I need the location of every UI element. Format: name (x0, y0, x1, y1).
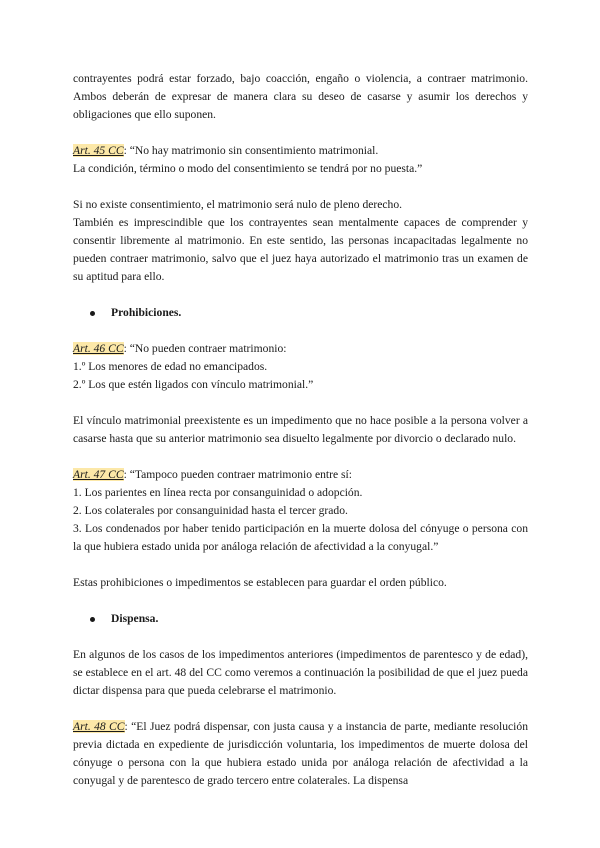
article-45-reference: Art. 45 CC (73, 144, 124, 157)
article-47-item2: 2. Los colaterales por consanguinidad hasta el tercer grado. (73, 504, 348, 517)
article-48-text: : “El Juez podrá dispensar, con justa causa y a instancia de parte, mediante resolución previa dictada en expediente de jurisdicción voluntaria, los impedimentos de muerte dolosa del cónyuge o persona con la que hubiera estado unida por análoga relación de afectividad a la conyugal y de parentesco de grado tercero entre colaterales. La dispensa (73, 720, 528, 787)
article-47-item3: 3. Los condenados por haber tenido participación en la muerte dolosa del cónyuge o persona con la que hubiera estado unida por análoga relación de afectividad a la conyugal.” (73, 522, 528, 553)
article-46-line1: : “No pueden contraer matrimonio: (123, 342, 287, 355)
article-48-reference: Art. 48 CC (73, 720, 125, 733)
document-body (73, 70, 528, 790)
paragraph-capacity: También es imprescindible que los contrayentes sean mentalmente capaces de comprender y consentir libremente al matrimonio. En este sentido, las personas incapacitadas legalmente no pueden contraer matrimonio, salvo que el juez haya autorizado el matrimonio tras un examen de su aptitud para ello. (73, 216, 528, 283)
paragraph-consent-intro: contrayentes podrá estar forzado, bajo coacción, engaño o violencia, a contraer matrimonio. Ambos deberán de expresar de manera clara su deseo de casarse y asumir los derechos y obligaciones que ello suponen. (73, 72, 528, 121)
article-47-reference: Art. 47 CC (73, 468, 124, 481)
article-47-item1: 1. Los parientes en línea recta por consanguinidad o adopción. (73, 486, 363, 499)
bullet-icon (90, 617, 95, 622)
section-heading-label: Prohibiciones. (111, 306, 182, 319)
article-46-reference: Art. 46 CC (73, 342, 124, 355)
bullet-icon (90, 311, 95, 316)
section-heading-prohibiciones (73, 304, 528, 322)
article-45-line2: La condición, término o modo del consentimiento se tendrá por no puesta.” (73, 162, 423, 175)
article-45-quote (73, 142, 528, 160)
article-46-item2: 2.º Los que estén ligados con vínculo matrimonial.” (73, 378, 314, 391)
paragraph-nullity: Si no existe consentimiento, el matrimonio será nulo de pleno derecho. (73, 198, 403, 211)
paragraph-public-order: Estas prohibiciones o impedimentos se establecen para guardar el orden público. (73, 576, 447, 589)
section-heading-dispensa (73, 610, 528, 628)
article-47-quote (73, 466, 528, 484)
article-46-item1: 1.º Los menores de edad no emancipados. (73, 360, 268, 373)
section-heading-label: Dispensa. (111, 612, 159, 625)
paragraph-existing-bond: El vínculo matrimonial preexistente es un impedimento que no hace posible a la persona volver a casarse hasta que su anterior matrimonio sea disuelto legalmente por divorcio o declarado nulo. (73, 414, 528, 445)
article-45-line1: : “No hay matrimonio sin consentimiento matrimonial. (123, 144, 379, 157)
article-47-line1: : “Tampoco pueden contraer matrimonio entre sí: (123, 468, 352, 481)
paragraph-dispensation: En algunos de los casos de los impedimentos anteriores (impedimentos de parentesco y de edad), se establece en el art. 48 del CC como veremos a continuación la posibilidad de que el juez pueda dictar dispensa para que pueda celebrarse el matrimonio. (73, 648, 528, 697)
article-46-quote (73, 340, 528, 358)
article-48-quote (73, 718, 528, 790)
